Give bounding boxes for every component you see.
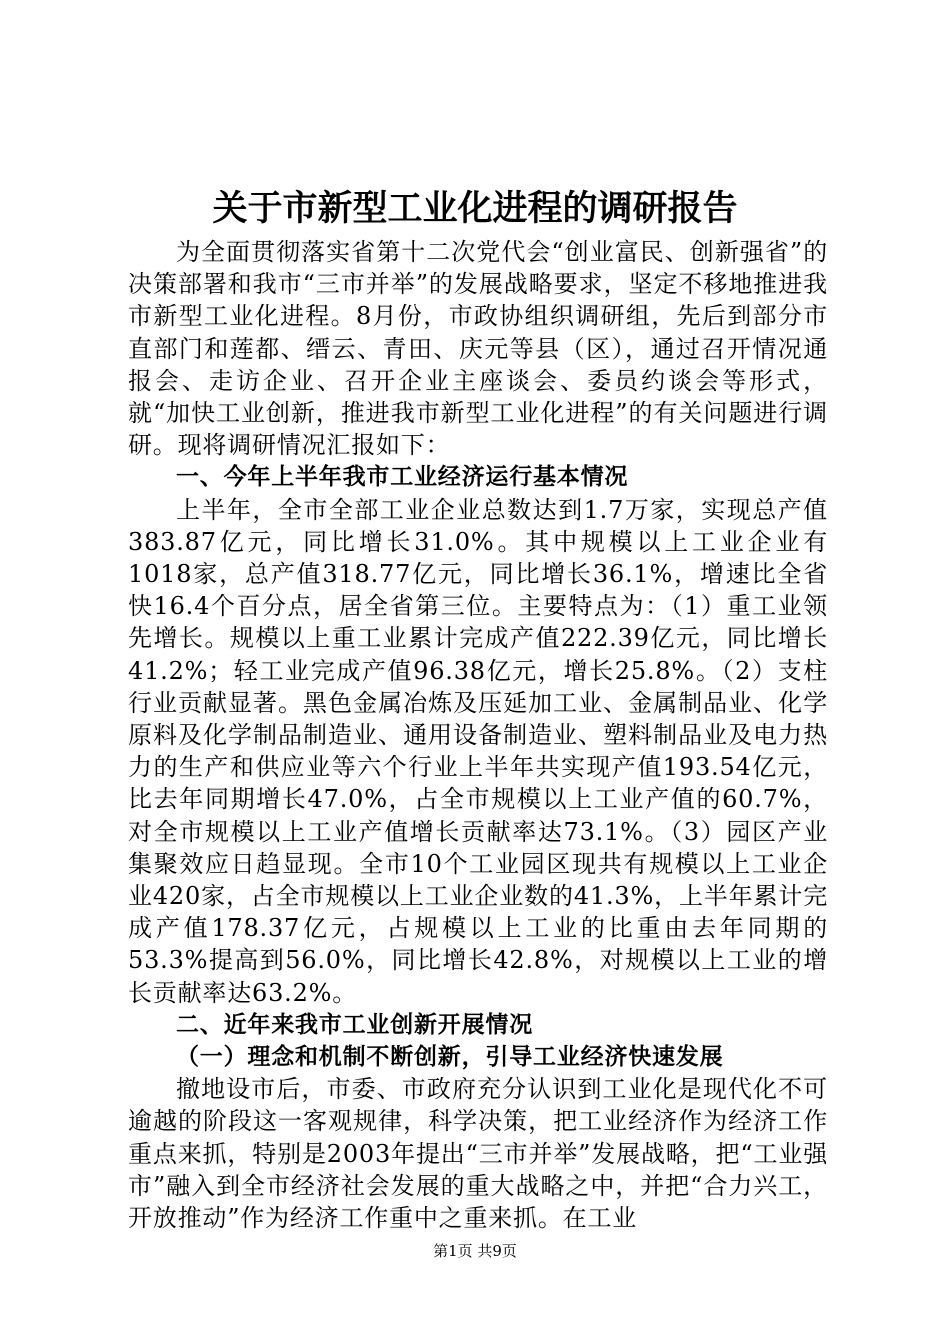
document-body <box>128 236 828 1234</box>
page-number-footer: 第1页 共9页 <box>433 1242 517 1260</box>
section-heading-2: 二、近年来我市工业创新开展情况 <box>176 1011 533 1038</box>
document-title: 关于市新型工业化进程的调研报告 <box>212 189 738 229</box>
intro-paragraph: 为全面贯彻落实省第十二次党代会“创业富民、创新强省”的决策部署和我市“三市并举”的发展战略要求，坚定不移地推进我市新型工业化进程。8月份，市政协组织调研组，先后到部分市直部门和莲都、缙云、青田、庆元等县（区），通过召开情况通报会、走访企业、召开企业主座谈会、委员约谈会等形式，就“加快工业创新，推进我市新型工业化进程”的有关问题进行调研。现将调研情况汇报如下： <box>128 238 828 460</box>
subsection-heading-2-1: （一）理念和机制不断创新，引导工业经济快速发展 <box>176 1044 724 1071</box>
subsection-2-1-paragraph: 撤地设市后，市委、市政府充分认识到工业化是现代化不可逾越的阶段这一客观规律，科学决策，把工业经济作为经济工作重点来抓，特别是2003年提出“三市并举”发展战略，把“工业强市”融入到全市经济社会发展的重大战略之中，并把“合力兴工，开放推动”作为经济工作重中之重来抓。在工业 <box>128 1075 828 1233</box>
section-heading-1: 一、今年上半年我市工业经济运行基本情况 <box>176 464 629 491</box>
section-1-paragraph: 上半年，全市全部工业企业总数达到1.7万家，实现总产值383.87亿元，同比增长31.0%。其中规模以上工业企业有1018家，总产值318.77亿元，同比增长36.1%，增速比全省快16.4个百分点，居全省第三位。主要特点为：（1）重工业领先增长。规模以上重工业累计完成产值222.39亿元，同比增长41.2%；轻工业完成产值96.38亿元，增长25.8%。（2）支柱行业贡献显著。黑色金属冶炼及压延加工业、金属制品业、化学原料及化学制品制造业、通用设备制造业、塑料制品业及电力热力的生产和供应业等六个行业上半年共实现产值193.54亿元，比去年同期增长47.0%，占全市规模以上工业产值的60.7%，对全市规模以上工业产值增长贡献率达73.1%。（3）园区产业集聚效应日趋显现。全市10个工业园区现共有规模以上工业企业420家，占全市规模以上工业企业数的41.3%，上半年累计完成产值178.37亿元，占规模以上工业的比重由去年同期的53.3%提高到56.0%，同比增长42.8%，对规模以上工业的增长贡献率达63.2%。 <box>128 495 828 1007</box>
